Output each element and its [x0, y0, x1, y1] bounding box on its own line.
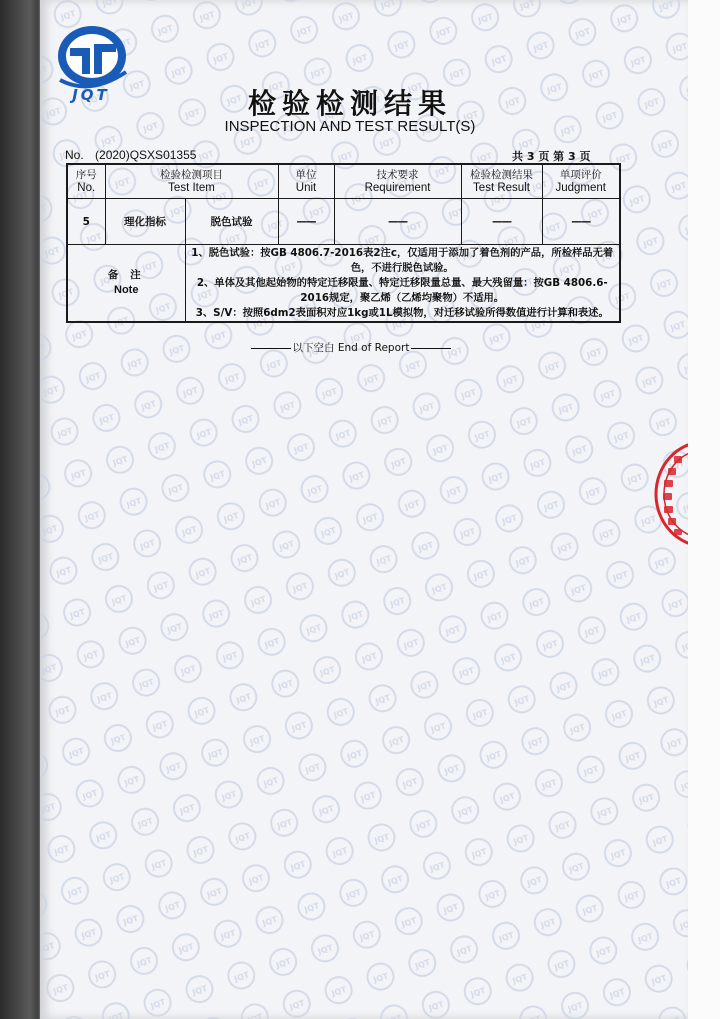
table-header-row [67, 164, 620, 199]
red-seal-stamp-icon [652, 438, 688, 550]
note-row [67, 245, 620, 323]
end-of-report-text: 以下空白 End of Report [292, 342, 410, 354]
row-category: 理化指标 [105, 199, 185, 245]
col-header-test-item: 检验检测项目 Test Item [105, 164, 278, 199]
col-header-judgment: 单项评价 Judgment [542, 164, 620, 199]
note-line-2: 2、单体及其他起始物的特定迁移限量、特定迁移限量总量、最大残留量：按GB 4806.6-2016规定，聚乙烯（乙烯均聚物）不适用。 [196, 276, 608, 304]
page-title-cn: 检验检测结果 [247, 87, 452, 120]
end-line-left [251, 348, 291, 349]
note-body [185, 245, 620, 323]
end-of-report [236, 340, 466, 355]
col-header-requirement: 技术要求 Requirement [334, 164, 461, 199]
scan-right-margin [688, 0, 720, 1019]
page-title-en: INSPECTION AND TEST RESULT(S) [224, 118, 476, 135]
note-line-3: 3、S/V：按照6dm2表面积对应1kg或1L模拟物，对迁移试验所得数值进行计算和表述。 [195, 306, 609, 319]
col-header-no: 序号 No. [67, 164, 105, 199]
row-judgment: —— [542, 199, 620, 245]
row-unit: —— [278, 199, 334, 245]
col-header-test-result: 检验检测结果 Test Result [461, 164, 542, 199]
row-requirement: —— [334, 199, 461, 245]
note-label: 备 注 Note [67, 245, 185, 323]
col-header-unit: 单位 Unit [278, 164, 334, 199]
row-test-item: 脱色试验 [185, 199, 278, 245]
note-line-1: 1、脱色试验：按GB 4806.7-2016表2注c，仅适用于添加了着色剂的产品，所检样品无着色，不进行脱色试验。 [191, 246, 614, 274]
page-count: 共 3 页 第 3 页 [512, 150, 591, 163]
report-number-value: (2020)QSXS01355 [95, 148, 197, 162]
row-test-result: —— [461, 199, 542, 245]
end-line-right [411, 348, 451, 349]
report-page [40, 0, 688, 1019]
results-table [66, 163, 621, 323]
row-number: 5 [67, 199, 105, 245]
report-number-label: No. [65, 148, 84, 162]
report-number [65, 148, 196, 162]
table-row [67, 199, 620, 245]
logo-wordmark: JQT [72, 86, 110, 104]
